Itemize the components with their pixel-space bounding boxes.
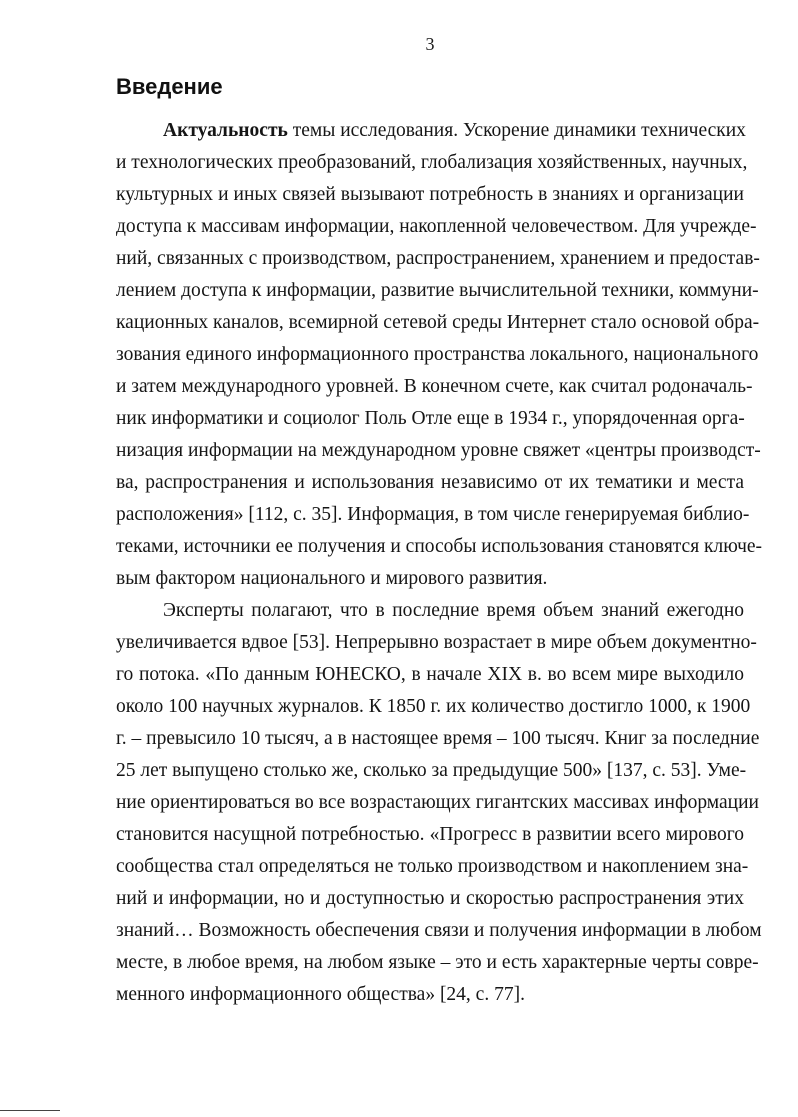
paragraph-2-line-1: Эксперты полагают, что в последние время объем знаний ежегодно [163,600,744,621]
paragraph-1-line: ний, связанных с производством, распространением, хранением и предостав- [116,248,760,269]
paragraph-1-line: низация информации на международном уровне свяжет «центры производст- [116,440,761,461]
paragraph-2-line: становится насущной потребностью. «Прогресс в развитии всего мирового [116,824,744,845]
paragraph-1-line: культурных и иных связей вызывают потребность в знаниях и организации [116,184,744,205]
paragraph-2-line: знаний… Возможность обеспечения связи и получения информации в любом [116,920,762,941]
paragraph-1-bold-term: Актуальность [163,120,288,141]
paragraph-2-line: ние ориентироваться во все возрастающих гигантских массивах информации [116,792,759,813]
paragraph-1-line: лением доступа к информации, развитие вычислительной техники, коммуни- [116,280,759,301]
paragraph-2-line: ний и информации, но и доступностью и скоростью распространения этих [116,888,744,909]
paragraph-1-line: расположения» [112, с. 35]. Информация, в том числе генерируемая библио- [116,504,750,525]
paragraph-1-line: доступа к массивам информации, накопленной человечеством. Для учрежде- [116,216,757,237]
paragraph-1-line: зования единого информационного пространства локального, национального [116,344,759,365]
section-heading: Введение [116,74,223,99]
paragraph-1-line: и затем международного уровней. В конечном счете, как считал родоначаль- [116,376,753,397]
page-number: 3 [425,34,435,54]
paragraph-2-line: г. – превысило 10 тысяч, а в настоящее время – 100 тысяч. Книг за последние [116,728,760,749]
paragraph-1-lead-text: темы исследования. Ускорение динамики технических [287,120,746,141]
paragraph-2-line: менного информационного общества» [24, с. 77]. [116,984,525,1005]
paragraph-2-line: месте, в любое время, на любом языке – это и есть характерные черты совре- [116,952,759,973]
paragraph-2-line: сообщества стал определяться не только производством и накоплением зна- [116,856,749,877]
paragraph-2-line: увеличивается вдвое [53]. Непрерывно возрастает в мире объем документно- [116,632,757,653]
paragraph-1-line: кационных каналов, всемирной сетевой среды Интернет стало основой обра- [116,312,760,333]
scan-corner-mark [0,1110,60,1111]
paragraph-1-line: и технологических преобразований, глобализация хозяйственных, научных, [116,152,748,173]
paragraph-2-line: го потока. «По данным ЮНЕСКО, в начале XIX в. во всем мире выходило [116,664,744,685]
paragraph-1-line-1 [163,116,744,146]
paragraph-2-line: около 100 научных журналов. К 1850 г. их количество достигло 1000, к 1900 [116,696,751,717]
paragraph-2-line: 25 лет выпущено столько же, сколько за предыдущие 500» [137, с. 53]. Уме- [116,760,747,781]
paragraph-1-line: теками, источники ее получения и способы использования становятся ключе- [116,536,763,557]
paragraph-1-line: ник информатики и социолог Поль Отле еще в 1934 г., упорядоченная орга- [116,408,745,429]
paragraph-1-line: ва, распространения и использования независимо от их тематики и места [116,472,744,493]
paragraph-1-line: вым фактором национального и мирового развития. [116,568,548,589]
